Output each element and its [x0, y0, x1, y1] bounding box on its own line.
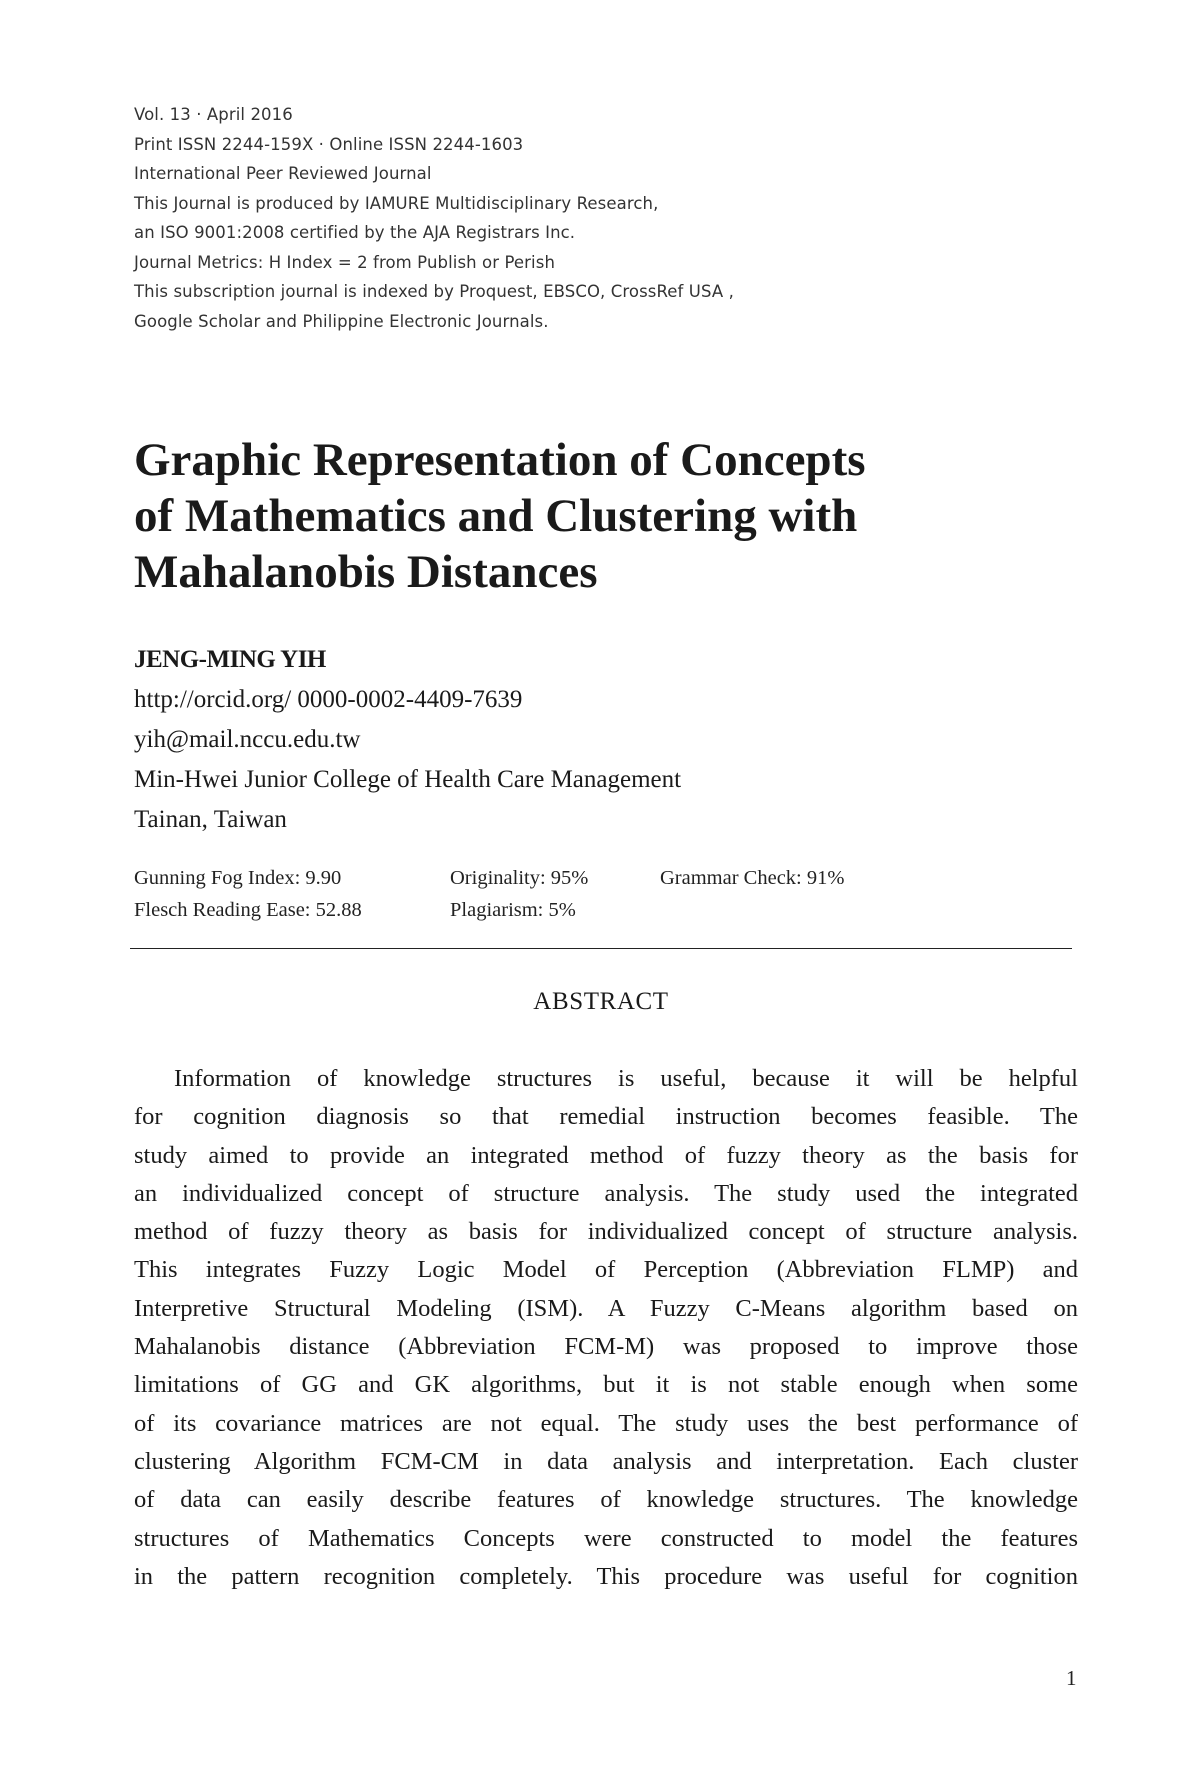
- masthead-volume: Vol. 13 · April 2016: [134, 105, 293, 124]
- flesch-reading-ease: Flesch Reading Ease: 52.88: [134, 899, 362, 921]
- abstract-line: Information of knowledge structures is useful, because it will be helpful: [174, 1065, 1078, 1092]
- masthead-indexing-cont: Google Scholar and Philippine Electronic Journals.: [134, 311, 549, 331]
- abstract-line: limitations of GG and GK algorithms, but it is not stable enough when some: [134, 1371, 1078, 1399]
- plagiarism-score: Plagiarism: 5%: [450, 899, 576, 921]
- abstract-line: method of fuzzy theory as basis for individualized concept of structure analysis.: [134, 1218, 1078, 1246]
- abstract-line: of data can easily describe features of knowledge structures. The knowledge: [134, 1486, 1078, 1514]
- title-line: of Mathematics and Clustering with: [134, 490, 858, 542]
- abstract-line: This integrates Fuzzy Logic Model of Perception (Abbreviation FLMP) and: [134, 1256, 1078, 1284]
- metrics-row: [134, 862, 844, 894]
- masthead-review-type: International Peer Reviewed Journal: [134, 164, 432, 183]
- title-line: Graphic Representation of Concepts: [134, 434, 866, 486]
- author-location: Tainan, Taiwan: [134, 806, 287, 833]
- author-name: JENG-MING YIH: [134, 646, 326, 673]
- author-orcid-link[interactable]: http://orcid.org/ 0000-0002-4409-7639: [134, 686, 523, 713]
- masthead-issn: Print ISSN 2244-159X · Online ISSN 2244-1603: [134, 134, 524, 154]
- abstract-heading: ABSTRACT: [533, 988, 669, 1015]
- author-affiliation: Min-Hwei Junior College of Health Care Management: [134, 766, 682, 793]
- masthead-certification: an ISO 9001:2008 certified by the AJA Registrars Inc.: [134, 223, 576, 242]
- fog-index: Gunning Fog Index: 9.90: [134, 867, 342, 889]
- abstract-line: Mahalanobis distance (Abbreviation FCM-M) was proposed to improve those: [134, 1333, 1078, 1361]
- abstract-line: study aimed to provide an integrated method of fuzzy theory as the basis for: [134, 1141, 1078, 1169]
- metrics-row: [134, 894, 844, 926]
- abstract-line: for cognition diagnosis so that remedial instruction becomes feasible. The: [134, 1103, 1078, 1131]
- journal-masthead: [134, 100, 734, 336]
- abstract-body: [134, 1060, 1078, 1596]
- abstract-line: an individualized concept of structure analysis. The study used the integrated: [134, 1179, 1078, 1207]
- page-number: 1: [1066, 1666, 1077, 1690]
- abstract-line: clustering Algorithm FCM-CM in data analysis and interpretation. Each cluster: [134, 1447, 1078, 1475]
- masthead-metrics: Journal Metrics: H Index = 2 from Publish or Perish: [134, 252, 555, 272]
- abstract-line: Interpretive Structural Modeling (ISM). A Fuzzy C-Means algorithm based on: [134, 1294, 1078, 1322]
- section-divider: [130, 948, 1072, 949]
- title-line: Mahalanobis Distances: [134, 546, 598, 598]
- abstract-line: in the pattern recognition completely. This procedure was useful for cognition: [134, 1562, 1078, 1590]
- grammar-check-score: Grammar Check: 91%: [660, 867, 845, 889]
- paper-title: [134, 432, 1034, 600]
- abstract-line: of its covariance matrices are not equal. The study uses the best performance of: [134, 1409, 1078, 1437]
- author-email-link[interactable]: yih@mail.nccu.edu.tw: [134, 726, 361, 753]
- masthead-producer: This Journal is produced by IAMURE Multidisciplinary Research,: [134, 193, 659, 213]
- originality-score: Originality: 95%: [450, 867, 589, 889]
- abstract-line: structures of Mathematics Concepts were constructed to model the features: [134, 1524, 1078, 1552]
- readability-metrics: [134, 862, 844, 926]
- author-block: [134, 640, 681, 840]
- masthead-indexing: This subscription journal is indexed by Proquest, EBSCO, CrossRef USA ,: [134, 282, 734, 301]
